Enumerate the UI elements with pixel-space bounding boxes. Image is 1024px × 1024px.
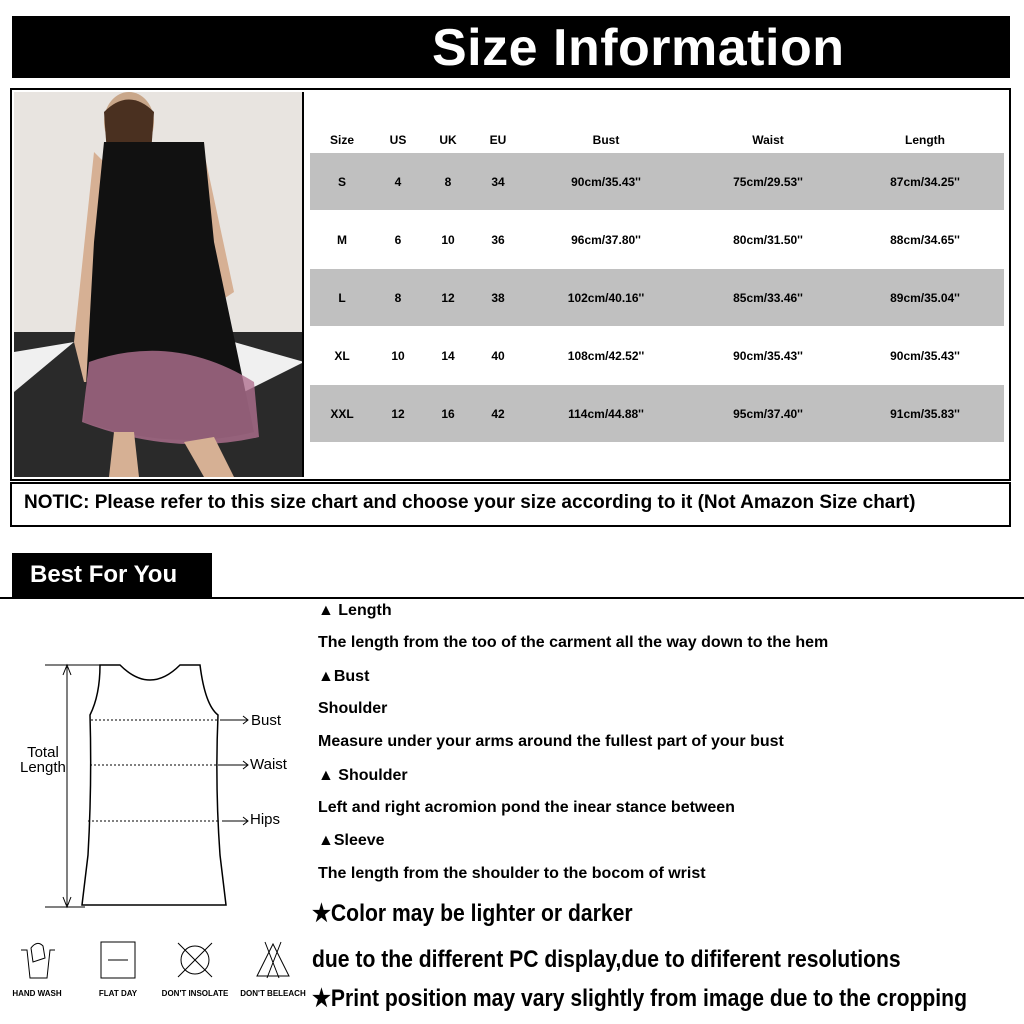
table-cell: 42 <box>491 406 505 421</box>
table-row <box>310 327 1004 384</box>
measurement-description: Measure under your arms around the fullest part of your bust <box>318 733 784 750</box>
header-waist: Waist <box>752 132 784 147</box>
measurement-description: Left and right acromion pond the inear stance between <box>318 799 735 816</box>
table-row <box>310 153 1004 210</box>
table-cell: 102cm/40.16'' <box>567 290 645 305</box>
total-length-label: Total Length <box>20 744 66 776</box>
care-label: FLAT DAY <box>98 989 138 998</box>
table-row <box>310 211 1004 268</box>
flat-dry-icon <box>98 940 138 980</box>
table-cell: 40 <box>491 348 505 363</box>
table-cell: XXL <box>330 406 354 421</box>
notice-text: NOTIC: Please refer to this size chart and choose your size according to it (Not Amazon Size chart) <box>10 482 1011 527</box>
care-label: DON'T BELEACH <box>240 989 306 998</box>
color-note: ★Color may be lighter or darker <box>312 900 633 927</box>
care-hand-wash <box>2 940 72 998</box>
measurement-description: ▲Bust <box>318 668 370 685</box>
header-size: Size <box>329 132 354 147</box>
table-cell: 12 <box>441 290 455 305</box>
table-row <box>310 269 1004 326</box>
table-cell: 88cm/34.65'' <box>890 232 960 247</box>
table-cell: 38 <box>491 290 505 305</box>
no-bleach-icon <box>253 940 293 980</box>
header-length: Length <box>905 132 945 147</box>
table-cell: 89cm/35.04'' <box>890 290 960 305</box>
page-title: Size Information <box>432 19 845 77</box>
dress-measurement-diagram <box>40 655 300 915</box>
table-cell: XL <box>334 348 350 363</box>
bust-label: Bust <box>251 712 282 729</box>
table-cell: 87cm/34.25'' <box>890 174 960 189</box>
table-cell: M <box>337 232 347 247</box>
table-cell: 90cm/35.43'' <box>571 174 641 189</box>
display-note: due to the different PC display,due to dififerent resolutions <box>312 946 901 973</box>
measurement-description: ▲ Length <box>318 602 392 619</box>
product-photo <box>14 92 304 477</box>
table-cell: S <box>337 174 346 189</box>
table-cell: 108cm/42.52'' <box>567 348 645 363</box>
waist-label: Waist <box>250 756 287 773</box>
table-cell: 12 <box>391 406 405 421</box>
table-cell: 16 <box>441 406 455 421</box>
header-us: US <box>389 132 407 147</box>
table-cell: 91cm/35.83'' <box>890 406 960 421</box>
table-cell: 14 <box>441 348 455 363</box>
no-sun-dry-icon <box>175 940 215 980</box>
table-cell: 10 <box>391 348 405 363</box>
hips-label: Hips <box>250 811 281 828</box>
header-uk: UK <box>439 132 457 147</box>
table-cell: 8 <box>444 174 452 189</box>
table-cell: 85cm/33.46'' <box>733 290 803 305</box>
care-dont-insolate <box>160 940 230 998</box>
table-row <box>310 385 1004 442</box>
title-banner <box>12 16 1010 78</box>
print-note: ★Print position may vary slightly from image due to the cropping <box>312 985 967 1012</box>
hand-wash-icon <box>17 940 57 980</box>
care-flat-dry <box>83 940 153 998</box>
divider <box>0 597 1024 599</box>
header-eu: EU <box>489 132 507 147</box>
table-cell: 6 <box>394 232 402 247</box>
table-cell: 90cm/35.43'' <box>890 348 960 363</box>
measurement-description: ▲Sleeve <box>318 832 385 849</box>
table-cell: 10 <box>441 232 455 247</box>
table-cell: 114cm/44.88'' <box>568 406 644 421</box>
table-cell: 96cm/37.80'' <box>571 232 641 247</box>
care-dont-bleach <box>238 940 308 998</box>
care-label: HAND WASH <box>12 989 62 998</box>
table-cell: 75cm/29.53'' <box>733 174 803 189</box>
table-cell: 8 <box>394 290 402 305</box>
measurement-description: The length from the too of the carment all the way down to the hem <box>318 634 829 651</box>
table-cell: 4 <box>394 174 402 189</box>
table-cell: 80cm/31.50'' <box>733 232 803 247</box>
header-bust: Bust <box>592 132 620 147</box>
table-cell: L <box>338 290 346 305</box>
table-cell: 36 <box>491 232 505 247</box>
size-chart <box>10 88 1011 481</box>
table-cell: 90cm/35.43'' <box>733 348 803 363</box>
measurement-description: Shoulder <box>318 700 388 717</box>
best-for-you-heading: Best For You <box>12 553 212 597</box>
care-label: DON'T INSOLATE <box>161 989 229 998</box>
measurement-description: The length from the shoulder to the bocom of wrist <box>318 865 706 882</box>
measurement-description: ▲ Shoulder <box>318 767 408 784</box>
table-cell: 34 <box>491 174 505 189</box>
table-cell: 95cm/37.40'' <box>733 406 803 421</box>
